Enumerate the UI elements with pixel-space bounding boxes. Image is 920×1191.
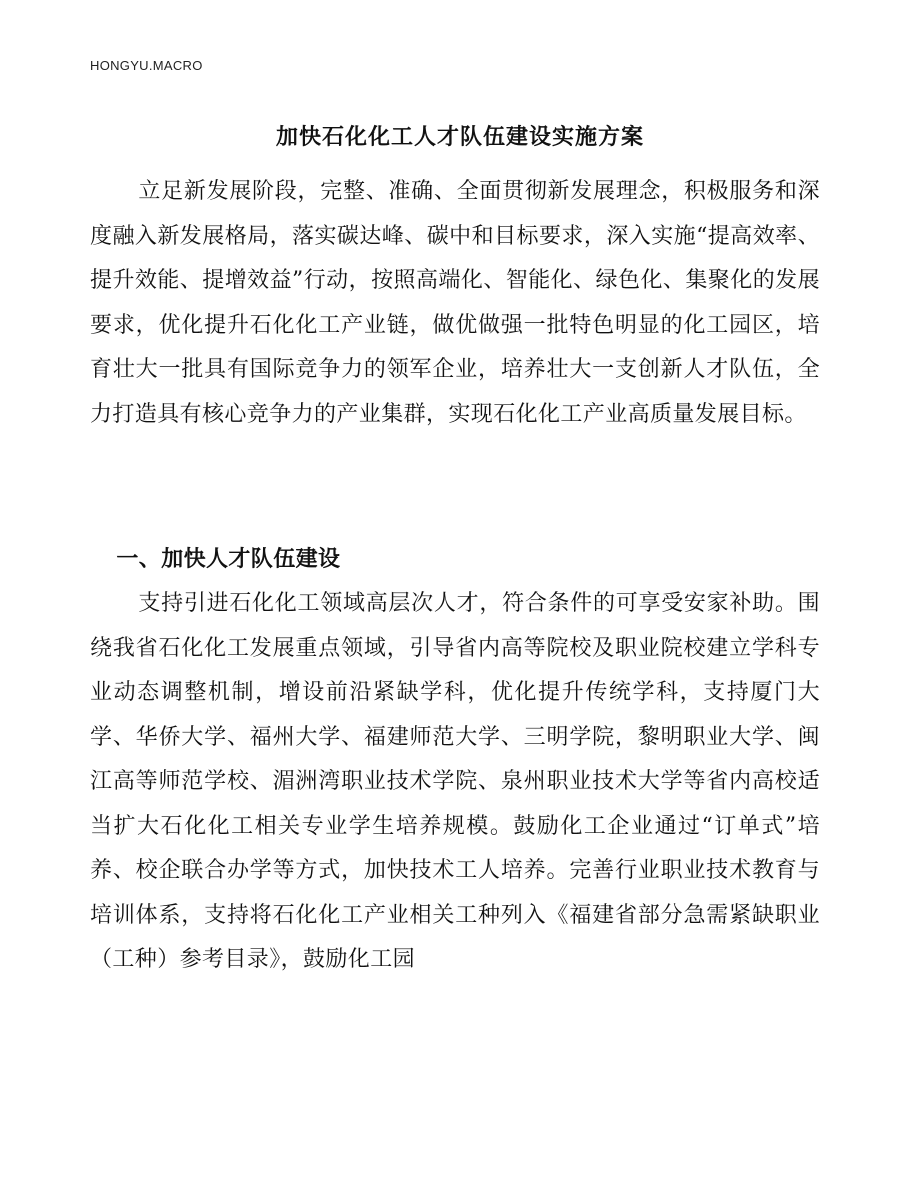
document-title: 加快石化化工人才队伍建设实施方案	[275, 124, 644, 150]
intro-paragraph: 立足新发展阶段，完整、准确、全面贯彻新发展理念，积极服务和深度融入新发展格局，落实碳达峰、碳中和目标要求，深入实施“提高效率、提升效能、提增效益”行动，按照高端化、智能化、绿色化、集聚化的发展要求，优化提升石化化工产业链，做优做强一批特色明显的化工园区，培育壮大一批具有国际竞争力的领军企业，培养壮大一支创新人才队伍，全力打造具有核心竞争力的产业集群，实现石化化工产业高质量发展目标。	[90, 179, 820, 427]
page-header-text: HONGYU.MACRO	[90, 58, 203, 73]
section-body-paragraph: 支持引进石化化工领域高层次人才，符合条件的可享受安家补助。围绕我省石化化工发展重点领域，引导省内高等院校及职业院校建立学科专业动态调整机制，增设前沿紧缺学科，优化提升传统学科，支持厦门大学、华侨大学、福州大学、福建师范大学、三明学院，黎明职业大学、闽江高等师范学校、湄洲湾职业技术学院、泉州职业技术大学等省内高校适当扩大石化化工相关专业学生培养规模。鼓励化工企业通过“订单式”培养、校企联合办学等方式，加快技术工人培养。完善行业职业技术教育与培训体系，支持将石化化工产业相关工种列入《福建省部分急需紧缺职业（工种）参考目录》，鼓励化工园	[90, 591, 820, 972]
section-heading: 一、加快人才队伍建设	[116, 546, 341, 572]
